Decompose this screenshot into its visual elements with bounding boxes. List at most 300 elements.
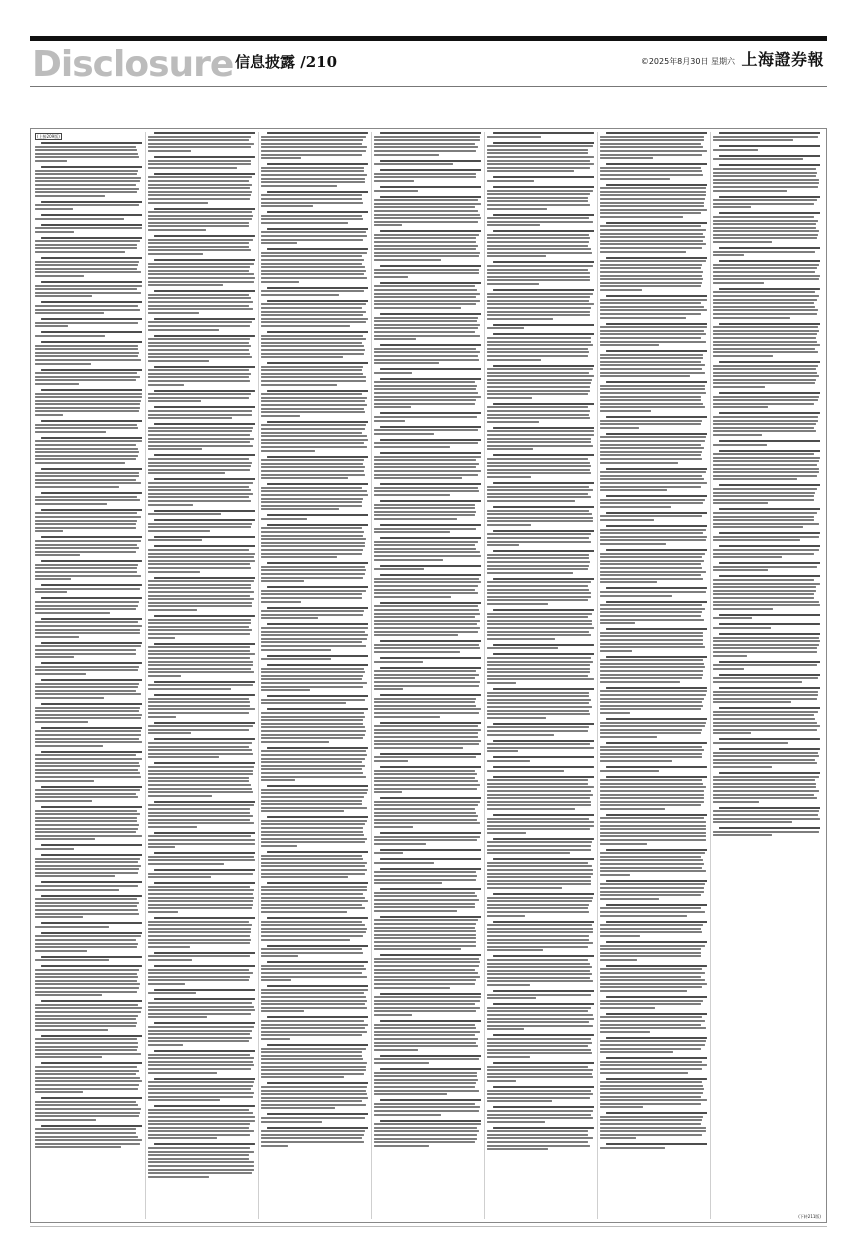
text-paragraph bbox=[487, 756, 594, 762]
brand-wordmark: Disclosure bbox=[32, 44, 234, 85]
text-paragraph bbox=[261, 362, 368, 386]
text-paragraph bbox=[148, 965, 255, 985]
text-paragraph bbox=[35, 584, 142, 593]
text-paragraph bbox=[35, 437, 142, 464]
text-paragraph bbox=[148, 390, 255, 403]
text-paragraph bbox=[35, 318, 142, 327]
text-paragraph bbox=[35, 679, 142, 699]
text-paragraph bbox=[261, 248, 368, 282]
text-paragraph bbox=[148, 1078, 255, 1102]
text-paragraph bbox=[600, 163, 707, 179]
text-paragraph bbox=[600, 904, 707, 917]
text-paragraph bbox=[600, 776, 707, 810]
text-paragraph bbox=[374, 868, 481, 884]
text-paragraph bbox=[374, 574, 481, 598]
text-paragraph bbox=[374, 524, 481, 533]
text-paragraph bbox=[600, 1143, 707, 1149]
text-paragraph bbox=[374, 483, 481, 496]
text-paragraph bbox=[600, 184, 707, 218]
text-paragraph bbox=[600, 350, 707, 377]
text-paragraph bbox=[374, 888, 481, 912]
text-paragraph bbox=[600, 921, 707, 937]
text-paragraph bbox=[600, 628, 707, 652]
text-paragraph bbox=[600, 814, 707, 845]
text-paragraph bbox=[374, 196, 481, 227]
text-paragraph bbox=[148, 132, 255, 152]
text-paragraph bbox=[261, 945, 368, 958]
text-paragraph bbox=[148, 545, 255, 572]
text-paragraph bbox=[35, 142, 142, 162]
text-paragraph bbox=[487, 482, 594, 502]
text-paragraph bbox=[713, 450, 820, 481]
text-paragraph bbox=[487, 324, 594, 330]
text-paragraph bbox=[713, 247, 820, 256]
text-paragraph bbox=[261, 524, 368, 558]
text-paragraph bbox=[600, 766, 707, 772]
text-paragraph bbox=[261, 882, 368, 913]
text-paragraph bbox=[35, 224, 142, 233]
text-paragraph bbox=[35, 201, 142, 210]
text-paragraph bbox=[487, 1034, 594, 1058]
text-paragraph bbox=[487, 723, 594, 736]
text-paragraph bbox=[35, 301, 142, 314]
text-paragraph bbox=[374, 439, 481, 448]
text-paragraph bbox=[148, 510, 255, 516]
text-paragraph bbox=[261, 421, 368, 452]
text-paragraph bbox=[261, 961, 368, 981]
text-paragraph bbox=[374, 640, 481, 653]
text-paragraph bbox=[600, 433, 707, 464]
text-paragraph bbox=[713, 196, 820, 209]
text-paragraph bbox=[261, 985, 368, 1012]
text-paragraph bbox=[487, 427, 594, 451]
text-column bbox=[261, 132, 368, 1219]
text-paragraph bbox=[35, 662, 142, 675]
text-paragraph bbox=[148, 454, 255, 474]
text-paragraph bbox=[600, 295, 707, 319]
masthead-top-rule bbox=[30, 36, 827, 41]
text-paragraph bbox=[713, 827, 820, 836]
text-paragraph bbox=[35, 1035, 142, 1059]
text-paragraph bbox=[600, 222, 707, 253]
text-paragraph bbox=[600, 742, 707, 762]
text-paragraph bbox=[148, 998, 255, 1018]
text-paragraph bbox=[35, 560, 142, 580]
text-paragraph bbox=[600, 849, 707, 876]
text-paragraph bbox=[35, 932, 142, 952]
text-paragraph bbox=[600, 1112, 707, 1139]
text-paragraph bbox=[487, 740, 594, 753]
continued-to-label: (下转211版) bbox=[798, 1214, 821, 1219]
text-paragraph bbox=[713, 323, 820, 357]
text-paragraph bbox=[374, 169, 481, 182]
text-paragraph bbox=[487, 838, 594, 854]
text-paragraph bbox=[35, 844, 142, 850]
text-paragraph bbox=[35, 1062, 142, 1093]
text-paragraph bbox=[148, 989, 255, 995]
text-paragraph bbox=[148, 290, 255, 314]
text-paragraph bbox=[600, 587, 707, 596]
text-paragraph bbox=[713, 623, 820, 629]
text-paragraph bbox=[487, 1003, 594, 1030]
text-paragraph bbox=[374, 452, 481, 479]
text-paragraph bbox=[600, 416, 707, 429]
text-paragraph bbox=[148, 536, 255, 542]
text-paragraph bbox=[713, 661, 820, 670]
text-paragraph bbox=[261, 456, 368, 480]
text-paragraph bbox=[35, 468, 142, 488]
text-paragraph bbox=[487, 142, 594, 173]
text-paragraph bbox=[374, 753, 481, 762]
text-paragraph bbox=[374, 368, 481, 374]
text-paragraph bbox=[600, 965, 707, 992]
text-paragraph bbox=[487, 955, 594, 986]
text-paragraph bbox=[35, 1125, 142, 1149]
text-paragraph bbox=[261, 851, 368, 878]
text-paragraph bbox=[35, 257, 142, 277]
text-paragraph bbox=[261, 331, 368, 358]
text-paragraph bbox=[374, 186, 481, 192]
text-paragraph bbox=[374, 230, 481, 261]
text-paragraph bbox=[261, 228, 368, 244]
text-paragraph bbox=[487, 644, 594, 650]
text-paragraph bbox=[148, 869, 255, 878]
text-paragraph bbox=[713, 614, 820, 620]
text-paragraph bbox=[148, 852, 255, 865]
text-paragraph bbox=[261, 483, 368, 510]
text-paragraph bbox=[713, 545, 820, 558]
text-paragraph bbox=[35, 786, 142, 802]
text-paragraph bbox=[261, 390, 368, 417]
text-paragraph bbox=[713, 145, 820, 151]
text-paragraph bbox=[374, 722, 481, 749]
text-paragraph bbox=[148, 643, 255, 677]
page-bottom-rule bbox=[30, 1226, 827, 1227]
text-paragraph bbox=[35, 1097, 142, 1121]
text-paragraph bbox=[261, 655, 368, 661]
text-paragraph bbox=[261, 1127, 368, 1147]
text-paragraph bbox=[713, 772, 820, 803]
text-paragraph bbox=[487, 1127, 594, 1151]
text-paragraph bbox=[261, 586, 368, 602]
issue-date: ©2025年8月30日 星期六 bbox=[640, 57, 735, 66]
text-paragraph bbox=[487, 530, 594, 546]
text-paragraph bbox=[600, 941, 707, 961]
text-paragraph bbox=[35, 214, 142, 220]
text-paragraph bbox=[600, 1013, 707, 1033]
text-paragraph bbox=[148, 722, 255, 735]
text-paragraph bbox=[261, 664, 368, 691]
text-paragraph bbox=[148, 832, 255, 848]
text-paragraph bbox=[713, 260, 820, 284]
text-paragraph bbox=[713, 132, 820, 141]
text-paragraph bbox=[148, 615, 255, 639]
text-paragraph bbox=[35, 492, 142, 505]
text-paragraph bbox=[148, 738, 255, 758]
text-paragraph bbox=[261, 816, 368, 847]
text-paragraph bbox=[35, 642, 142, 658]
text-paragraph bbox=[148, 917, 255, 948]
text-paragraph bbox=[261, 747, 368, 781]
text-paragraph bbox=[148, 694, 255, 718]
text-paragraph bbox=[261, 211, 368, 224]
text-paragraph bbox=[35, 237, 142, 253]
text-paragraph bbox=[713, 575, 820, 609]
text-paragraph bbox=[374, 1055, 481, 1064]
text-paragraph bbox=[713, 361, 820, 388]
text-paragraph bbox=[600, 1078, 707, 1109]
text-paragraph bbox=[600, 1037, 707, 1053]
text-paragraph bbox=[713, 392, 820, 408]
text-paragraph bbox=[600, 257, 707, 291]
text-paragraph bbox=[713, 508, 820, 528]
text-paragraph bbox=[148, 478, 255, 505]
text-paragraph bbox=[487, 1106, 594, 1122]
newspaper-name-logo: 上海證券報 bbox=[741, 50, 824, 69]
text-paragraph bbox=[148, 801, 255, 828]
text-paragraph bbox=[35, 727, 142, 747]
text-paragraph bbox=[148, 208, 255, 232]
text-paragraph bbox=[261, 1113, 368, 1122]
column-divider bbox=[484, 132, 485, 1219]
column-divider bbox=[145, 132, 146, 1219]
text-paragraph bbox=[374, 993, 481, 1017]
text-paragraph bbox=[600, 687, 707, 714]
text-paragraph bbox=[261, 708, 368, 742]
text-paragraph bbox=[374, 313, 481, 340]
text-paragraph bbox=[374, 858, 481, 864]
text-paragraph bbox=[487, 289, 594, 320]
text-paragraph bbox=[35, 965, 142, 996]
text-paragraph bbox=[487, 776, 594, 810]
text-paragraph bbox=[487, 858, 594, 889]
text-paragraph bbox=[261, 1016, 368, 1040]
text-paragraph bbox=[148, 156, 255, 169]
text-paragraph bbox=[35, 751, 142, 782]
continued-from-label: (上接209版) bbox=[37, 134, 60, 139]
article-frame bbox=[30, 128, 827, 1223]
text-paragraph bbox=[261, 1044, 368, 1078]
section-title: 信息披露 /210 bbox=[235, 53, 338, 71]
text-paragraph bbox=[487, 176, 594, 182]
text-paragraph bbox=[487, 132, 594, 138]
text-paragraph bbox=[600, 996, 707, 1009]
text-paragraph bbox=[261, 607, 368, 620]
text-paragraph bbox=[148, 423, 255, 450]
text-paragraph bbox=[374, 132, 481, 156]
text-paragraph bbox=[600, 549, 707, 583]
text-paragraph bbox=[713, 532, 820, 541]
text-paragraph bbox=[261, 623, 368, 650]
text-paragraph bbox=[374, 797, 481, 828]
text-paragraph bbox=[261, 695, 368, 704]
text-paragraph bbox=[713, 412, 820, 436]
text-paragraph bbox=[261, 917, 368, 941]
text-paragraph bbox=[261, 191, 368, 207]
text-paragraph bbox=[487, 653, 594, 684]
text-paragraph bbox=[374, 1020, 481, 1051]
text-paragraph bbox=[148, 882, 255, 913]
text-paragraph bbox=[600, 381, 707, 412]
text-paragraph bbox=[261, 132, 368, 159]
column-divider bbox=[710, 132, 711, 1219]
text-paragraph bbox=[374, 426, 481, 435]
masthead bbox=[30, 44, 827, 84]
text-paragraph bbox=[487, 814, 594, 834]
text-paragraph bbox=[148, 173, 255, 204]
text-column bbox=[600, 132, 707, 1219]
text-column bbox=[148, 132, 255, 1219]
text-paragraph bbox=[487, 403, 594, 423]
text-paragraph bbox=[713, 288, 820, 319]
text-paragraph bbox=[487, 186, 594, 210]
text-paragraph bbox=[374, 694, 481, 718]
text-paragraph bbox=[600, 880, 707, 900]
text-paragraph bbox=[487, 261, 594, 285]
text-paragraph bbox=[374, 602, 481, 636]
text-paragraph bbox=[487, 609, 594, 640]
text-paragraph bbox=[487, 766, 594, 772]
text-paragraph bbox=[713, 164, 820, 191]
text-paragraph bbox=[148, 259, 255, 286]
text-paragraph bbox=[713, 633, 820, 657]
text-paragraph bbox=[713, 212, 820, 243]
text-paragraph bbox=[600, 468, 707, 492]
text-paragraph bbox=[487, 365, 594, 399]
text-paragraph bbox=[600, 323, 707, 347]
text-paragraph bbox=[374, 265, 481, 278]
text-paragraph bbox=[374, 1120, 481, 1147]
text-paragraph bbox=[487, 454, 594, 478]
text-paragraph bbox=[148, 1143, 255, 1177]
text-paragraph bbox=[148, 335, 255, 362]
text-paragraph bbox=[148, 952, 255, 961]
text-paragraph bbox=[35, 881, 142, 890]
text-paragraph bbox=[261, 163, 368, 187]
text-paragraph bbox=[35, 166, 142, 197]
text-paragraph bbox=[35, 389, 142, 416]
text-paragraph bbox=[487, 333, 594, 360]
text-paragraph bbox=[35, 922, 142, 928]
text-paragraph bbox=[148, 519, 255, 532]
column-divider bbox=[258, 132, 259, 1219]
text-paragraph bbox=[374, 667, 481, 691]
text-paragraph bbox=[374, 832, 481, 845]
text-paragraph bbox=[35, 369, 142, 385]
text-paragraph bbox=[148, 577, 255, 611]
text-paragraph bbox=[148, 406, 255, 419]
text-paragraph bbox=[374, 916, 481, 950]
text-paragraph bbox=[35, 509, 142, 533]
text-paragraph bbox=[487, 230, 594, 257]
text-paragraph bbox=[35, 618, 142, 638]
text-column bbox=[713, 132, 820, 1219]
text-paragraph bbox=[713, 155, 820, 161]
text-paragraph bbox=[148, 762, 255, 796]
text-paragraph bbox=[487, 550, 594, 574]
text-column bbox=[374, 132, 481, 1219]
text-paragraph bbox=[713, 807, 820, 823]
column-divider bbox=[597, 132, 598, 1219]
text-paragraph bbox=[374, 537, 481, 561]
text-paragraph bbox=[713, 707, 820, 734]
text-paragraph bbox=[35, 854, 142, 878]
text-paragraph bbox=[374, 657, 481, 663]
text-column bbox=[487, 132, 594, 1219]
text-paragraph bbox=[148, 318, 255, 331]
text-paragraph bbox=[261, 785, 368, 812]
text-paragraph bbox=[35, 420, 142, 433]
text-paragraph bbox=[148, 1105, 255, 1139]
text-paragraph bbox=[600, 495, 707, 508]
text-paragraph bbox=[600, 512, 707, 521]
text-paragraph bbox=[374, 500, 481, 520]
text-paragraph bbox=[374, 282, 481, 309]
text-paragraph bbox=[148, 366, 255, 386]
text-paragraph bbox=[35, 1000, 142, 1031]
text-paragraph bbox=[713, 562, 820, 571]
text-paragraph bbox=[487, 1086, 594, 1102]
text-paragraph bbox=[261, 1082, 368, 1109]
text-paragraph bbox=[374, 160, 481, 166]
masthead-bottom-rule bbox=[30, 86, 827, 87]
text-paragraph bbox=[487, 688, 594, 719]
text-paragraph bbox=[713, 674, 820, 683]
text-paragraph bbox=[374, 1068, 481, 1095]
text-paragraph bbox=[487, 506, 594, 526]
text-paragraph bbox=[374, 412, 481, 421]
text-paragraph bbox=[35, 341, 142, 365]
text-paragraph bbox=[713, 687, 820, 703]
text-paragraph bbox=[374, 766, 481, 793]
text-paragraph bbox=[35, 331, 142, 337]
text-paragraph bbox=[600, 525, 707, 545]
text-paragraph bbox=[487, 214, 594, 227]
text-paragraph bbox=[35, 703, 142, 723]
text-paragraph bbox=[487, 921, 594, 952]
text-column bbox=[35, 132, 142, 1219]
text-paragraph bbox=[374, 344, 481, 364]
column-divider bbox=[371, 132, 372, 1219]
text-paragraph bbox=[487, 990, 594, 999]
text-paragraph bbox=[713, 738, 820, 744]
text-paragraph bbox=[148, 1022, 255, 1046]
text-paragraph bbox=[148, 1050, 255, 1074]
text-paragraph bbox=[713, 440, 820, 446]
text-paragraph bbox=[261, 514, 368, 520]
text-paragraph bbox=[374, 1099, 481, 1115]
text-paragraph bbox=[261, 287, 368, 296]
text-paragraph bbox=[374, 378, 481, 409]
text-paragraph bbox=[374, 954, 481, 988]
text-paragraph bbox=[261, 562, 368, 582]
text-paragraph bbox=[374, 565, 481, 571]
text-paragraph bbox=[487, 893, 594, 917]
text-paragraph bbox=[35, 597, 142, 613]
text-paragraph bbox=[713, 484, 820, 504]
text-paragraph bbox=[35, 806, 142, 840]
text-paragraph bbox=[261, 300, 368, 327]
text-paragraph bbox=[35, 956, 142, 962]
text-paragraph bbox=[600, 601, 707, 625]
text-paragraph bbox=[35, 281, 142, 297]
text-paragraph bbox=[600, 132, 707, 159]
text-paragraph bbox=[600, 718, 707, 738]
text-paragraph bbox=[487, 578, 594, 605]
text-paragraph bbox=[487, 1062, 594, 1082]
text-paragraph bbox=[374, 849, 481, 855]
text-paragraph bbox=[148, 681, 255, 690]
